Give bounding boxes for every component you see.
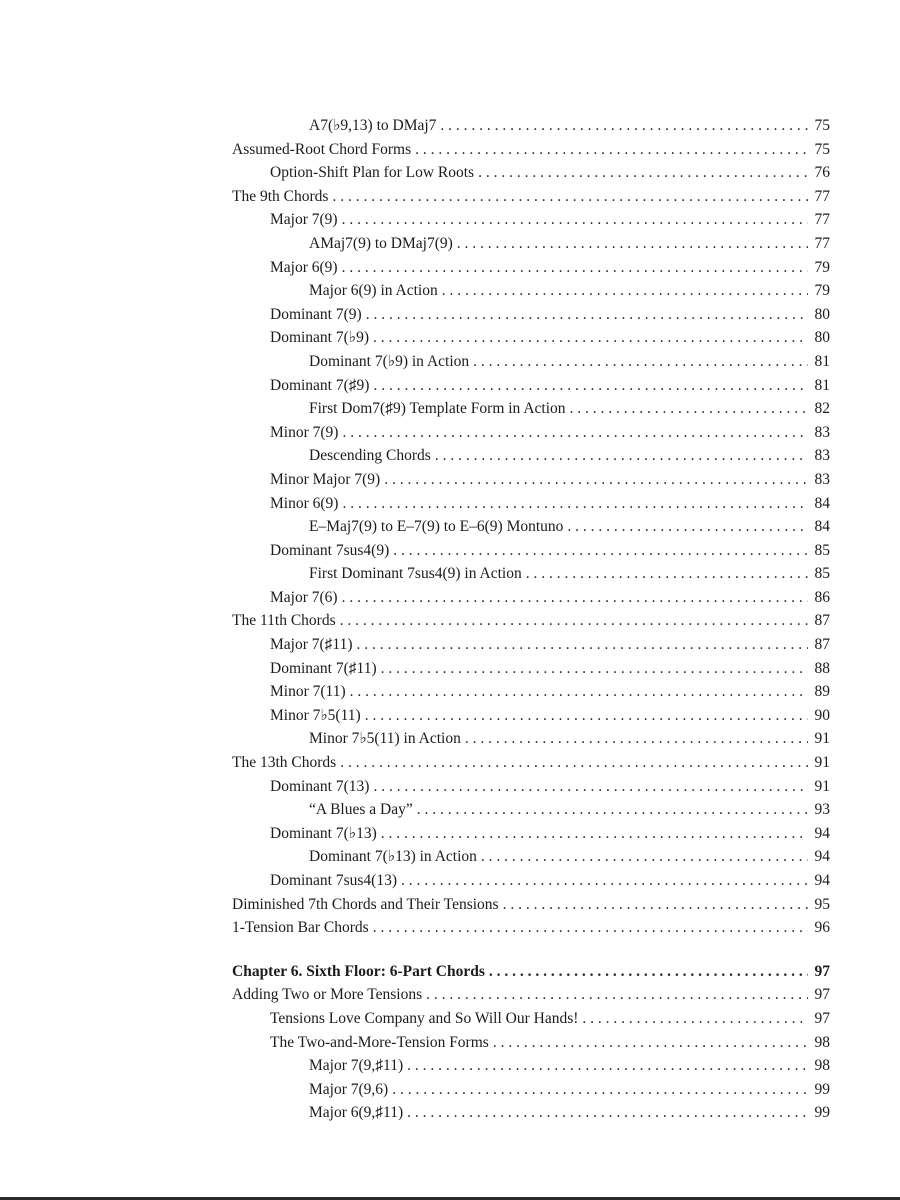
dot-leader bbox=[435, 444, 808, 468]
dot-leader bbox=[365, 704, 808, 728]
toc-entry bbox=[232, 704, 830, 728]
dot-leader bbox=[481, 845, 808, 869]
toc-entry-page-number: 80 bbox=[814, 305, 830, 323]
toc-entry bbox=[232, 374, 830, 398]
toc-entry-title: Chapter 6. Sixth Floor: 6-Part Chords bbox=[232, 962, 485, 980]
dot-leader bbox=[407, 1054, 808, 1078]
toc-entry-page-number: 84 bbox=[814, 518, 830, 536]
toc-entry bbox=[232, 657, 830, 681]
dot-leader bbox=[415, 138, 808, 162]
dot-leader bbox=[393, 539, 808, 563]
toc-entry-page-number: 98 bbox=[814, 1033, 830, 1051]
toc-entry bbox=[232, 609, 830, 633]
toc-entry bbox=[232, 1054, 830, 1078]
toc-entry bbox=[232, 775, 830, 799]
dot-leader bbox=[373, 326, 808, 350]
dot-leader bbox=[342, 256, 808, 280]
toc-entry-page-number: 75 bbox=[814, 140, 830, 158]
dot-leader bbox=[567, 515, 808, 539]
dot-leader bbox=[457, 232, 808, 256]
toc-entry-page-number: 90 bbox=[814, 706, 830, 724]
dot-leader bbox=[582, 1007, 808, 1031]
dot-leader bbox=[465, 727, 808, 751]
toc-entry-page-number: 93 bbox=[814, 801, 830, 819]
toc-entry-title: Dominant 7(♭13) bbox=[270, 824, 377, 842]
toc-entry-page-number: 79 bbox=[814, 282, 830, 300]
toc-entry-title: First Dominant 7sus4(9) in Action bbox=[309, 565, 522, 583]
toc-entry bbox=[232, 893, 830, 917]
toc-entry bbox=[232, 492, 830, 516]
dot-leader bbox=[417, 798, 808, 822]
dot-leader bbox=[342, 492, 808, 516]
toc-entry bbox=[232, 256, 830, 280]
toc-entry-title: Major 7(♯11) bbox=[270, 636, 353, 654]
toc-entry-page-number: 83 bbox=[814, 423, 830, 441]
toc-entry-title: Major 7(9,♯11) bbox=[309, 1057, 404, 1075]
toc-entry-page-number: 94 bbox=[814, 872, 830, 889]
dot-leader bbox=[526, 562, 808, 586]
toc-entry bbox=[232, 303, 830, 327]
toc-entry-title: Major 7(9,6) bbox=[309, 1080, 389, 1098]
toc-entry-title: E–Maj7(9) to E–7(9) to E–6(9) Montuno bbox=[309, 518, 564, 536]
dot-leader bbox=[373, 775, 808, 799]
toc-entry-title: Minor 7♭5(11) bbox=[270, 706, 361, 724]
toc-entry-page-number: 88 bbox=[814, 659, 830, 677]
toc-entry-page-number: 94 bbox=[814, 848, 830, 866]
toc-entry-title: Dominant 7(♯9) bbox=[270, 376, 370, 394]
toc-entry bbox=[232, 1101, 830, 1125]
dot-leader bbox=[342, 421, 808, 445]
toc-entry bbox=[232, 161, 830, 185]
toc-entry-title: Dominant 7(♯11) bbox=[270, 659, 377, 677]
toc-entry-title: Minor 7(9) bbox=[270, 423, 339, 441]
toc-entry-title: First Dom7(♯9) Template Form in Action bbox=[309, 400, 566, 418]
dot-leader bbox=[342, 208, 808, 232]
toc-entry-page-number: 91 bbox=[814, 754, 830, 772]
toc-entry bbox=[232, 468, 830, 492]
toc-entry-title: Dominant 7(9) bbox=[270, 305, 362, 323]
toc-entry-page-number: 91 bbox=[814, 777, 830, 795]
toc-entry-page-number: 97 bbox=[814, 986, 830, 1004]
toc-entry-page-number: 79 bbox=[814, 258, 830, 276]
toc-entry-title: Dominant 7sus4(13) bbox=[270, 872, 398, 889]
toc-entry bbox=[232, 397, 830, 421]
toc-entry-title: Assumed-Root Chord Forms bbox=[232, 140, 412, 158]
dot-leader bbox=[407, 1101, 808, 1125]
dot-leader bbox=[478, 161, 808, 185]
toc-entry bbox=[232, 279, 830, 303]
toc-entry-title: The 9th Chords bbox=[232, 187, 329, 205]
toc-entry bbox=[232, 138, 830, 162]
toc-entry-page-number: 99 bbox=[814, 1080, 830, 1098]
toc-entry-title: AMaj7(9) to DMaj7(9) bbox=[309, 234, 453, 252]
dot-leader bbox=[350, 680, 808, 704]
dot-leader bbox=[440, 114, 808, 138]
toc-entry-page-number: 87 bbox=[814, 636, 830, 654]
toc-entry-page-number: 77 bbox=[814, 187, 830, 205]
toc-entry-page-number: 81 bbox=[814, 352, 830, 370]
toc-entry-title: 1-Tension Bar Chords bbox=[232, 919, 369, 937]
toc-entry bbox=[232, 208, 830, 232]
dot-leader bbox=[384, 468, 808, 492]
toc-entry-page-number: 76 bbox=[814, 164, 830, 182]
toc-entry-page-number: 94 bbox=[814, 824, 830, 842]
toc-entry-title: The Two-and-More-Tension Forms bbox=[270, 1033, 489, 1051]
toc-entry-title: Dominant 7(13) bbox=[270, 777, 370, 795]
toc-entry-page-number: 84 bbox=[814, 494, 830, 512]
toc-entry bbox=[232, 232, 830, 256]
toc-entry-title: Minor Major 7(9) bbox=[270, 470, 381, 488]
toc-entry bbox=[232, 916, 830, 940]
toc-entry bbox=[232, 539, 830, 563]
toc-entry-page-number: 80 bbox=[814, 329, 830, 347]
toc-entry-page-number: 83 bbox=[814, 470, 830, 488]
toc-entry-title: Major 7(6) bbox=[270, 588, 338, 606]
toc-entry-title: Minor 7♭5(11) in Action bbox=[309, 730, 461, 748]
toc-entry-page-number: 77 bbox=[814, 211, 830, 229]
toc-entry bbox=[232, 869, 830, 893]
toc-entry-title: Minor 7(11) bbox=[270, 683, 346, 701]
toc-entry bbox=[232, 1078, 830, 1102]
toc-entry-title: Tensions Love Company and So Will Our Hands! bbox=[270, 1009, 579, 1027]
toc-entry-title: Diminished 7th Chords and Their Tensions bbox=[232, 895, 499, 913]
toc-entry-title: Minor 6(9) bbox=[270, 494, 339, 512]
dot-leader bbox=[401, 869, 808, 893]
dot-leader bbox=[570, 397, 808, 421]
toc-entry-page-number: 86 bbox=[814, 588, 830, 606]
toc-entry bbox=[232, 562, 830, 586]
toc-entry-page-number: 95 bbox=[814, 895, 830, 913]
dot-leader bbox=[493, 1031, 808, 1055]
dot-leader bbox=[392, 1078, 808, 1102]
toc-entry-title: Descending Chords bbox=[309, 447, 431, 465]
toc-entry-page-number: 77 bbox=[814, 234, 830, 252]
toc-entry-title: A7(♭9,13) to DMaj7 bbox=[309, 117, 437, 134]
dot-leader bbox=[366, 303, 808, 327]
toc-entry-page-number: 82 bbox=[814, 400, 830, 418]
toc-entry-title: Major 6(9) in Action bbox=[309, 282, 438, 300]
dot-leader bbox=[381, 822, 808, 846]
toc-entry bbox=[232, 444, 830, 468]
toc-entry-title: Major 6(9) bbox=[270, 258, 338, 276]
toc-entry bbox=[232, 185, 830, 209]
toc-entry bbox=[232, 680, 830, 704]
dot-leader bbox=[342, 586, 808, 610]
toc-entry-page-number: 89 bbox=[814, 683, 830, 701]
table-of-contents bbox=[232, 114, 830, 1125]
toc-entry-page-number: 97 bbox=[814, 962, 830, 980]
toc-entry bbox=[232, 515, 830, 539]
toc-entry-page-number: 85 bbox=[814, 541, 830, 559]
toc-entry-page-number: 98 bbox=[814, 1057, 830, 1075]
toc-entry-page-number: 87 bbox=[814, 612, 830, 630]
dot-leader bbox=[473, 350, 808, 374]
toc-entry bbox=[232, 822, 830, 846]
dot-leader bbox=[426, 983, 808, 1007]
toc-entry-title: Dominant 7(♭9) bbox=[270, 329, 370, 347]
toc-chapter-entry bbox=[232, 960, 830, 984]
dot-leader bbox=[503, 893, 808, 917]
toc-entry bbox=[232, 586, 830, 610]
toc-entry-page-number: 85 bbox=[814, 565, 830, 583]
toc-entry bbox=[232, 1031, 830, 1055]
dot-leader bbox=[357, 633, 808, 657]
toc-entry bbox=[232, 798, 830, 822]
toc-entry-title: “A Blues a Day” bbox=[309, 801, 413, 819]
toc-entry bbox=[232, 114, 830, 138]
toc-entry-page-number: 91 bbox=[814, 730, 830, 748]
toc-entry bbox=[232, 421, 830, 445]
toc-entry-title: Adding Two or More Tensions bbox=[232, 986, 423, 1004]
toc-entry-title: Option-Shift Plan for Low Roots bbox=[270, 164, 475, 182]
toc-entry bbox=[232, 983, 830, 1007]
toc-entry bbox=[232, 727, 830, 751]
toc-entry-page-number: 99 bbox=[814, 1104, 830, 1122]
dot-leader bbox=[373, 374, 808, 398]
toc-entry-title: Dominant 7(♭9) in Action bbox=[309, 352, 470, 370]
dot-leader bbox=[381, 657, 808, 681]
toc-entry bbox=[232, 751, 830, 775]
toc-entry bbox=[232, 1007, 830, 1031]
toc-entry bbox=[232, 350, 830, 374]
toc-entry-page-number: 75 bbox=[814, 117, 830, 134]
toc-entry bbox=[232, 326, 830, 350]
toc-entry-page-number: 96 bbox=[814, 919, 830, 937]
toc-entry-title: The 11th Chords bbox=[232, 612, 336, 630]
dot-leader bbox=[332, 185, 808, 209]
toc-entry-title: Dominant 7sus4(9) bbox=[270, 541, 390, 559]
toc-entry bbox=[232, 633, 830, 657]
toc-entry-title: Dominant 7(♭13) in Action bbox=[309, 848, 477, 866]
dot-leader bbox=[340, 751, 808, 775]
dot-leader bbox=[489, 960, 808, 984]
toc-entry-title: Major 6(9,♯11) bbox=[309, 1104, 404, 1122]
dot-leader bbox=[373, 916, 808, 940]
toc-entry-page-number: 81 bbox=[814, 376, 830, 394]
toc-entry-title: Major 7(9) bbox=[270, 211, 338, 229]
toc-entry-title: The 13th Chords bbox=[232, 754, 337, 772]
toc-entry-page-number: 83 bbox=[814, 447, 830, 465]
dot-leader bbox=[442, 279, 808, 303]
dot-leader bbox=[340, 609, 808, 633]
toc-entry bbox=[232, 845, 830, 869]
toc-entry-page-number: 97 bbox=[814, 1009, 830, 1027]
